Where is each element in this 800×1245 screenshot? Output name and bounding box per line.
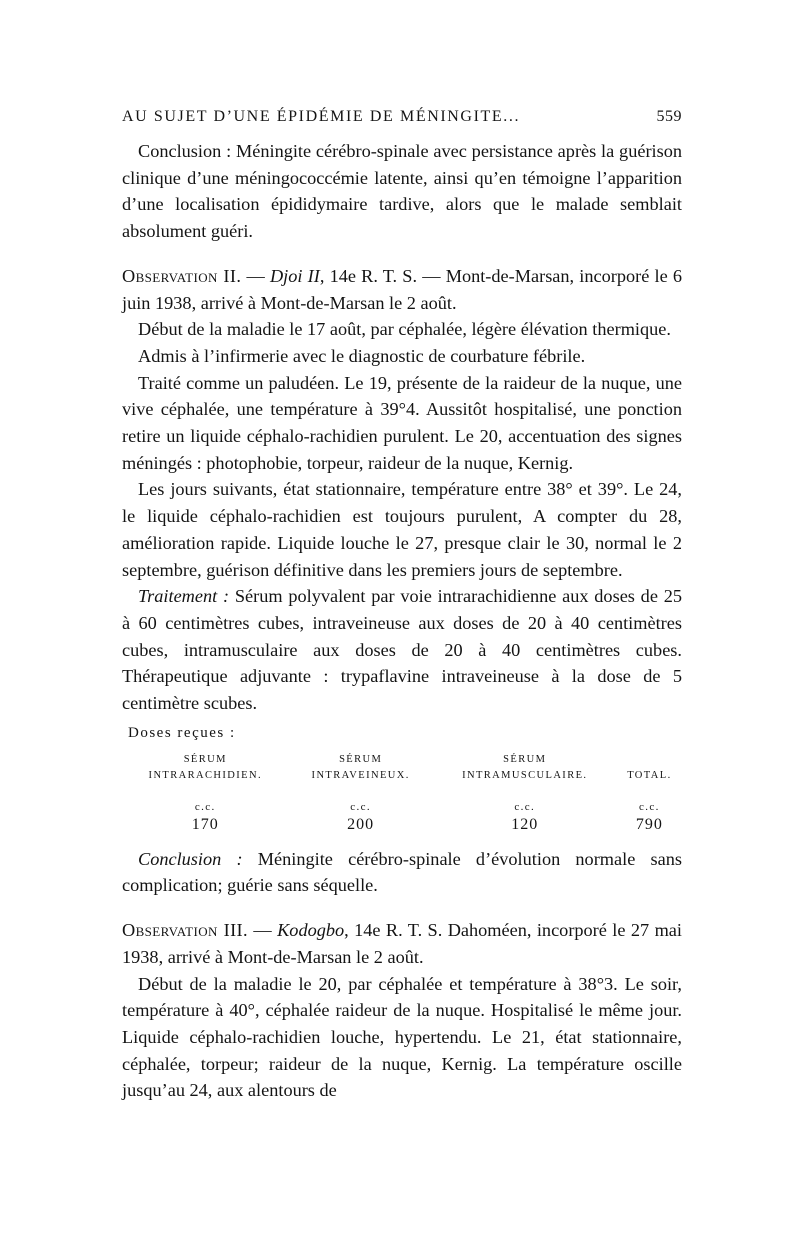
running-title: AU SUJET D’UNE ÉPIDÉMIE DE MÉNINGITE... xyxy=(122,108,521,125)
doses-title: Doses reçues : xyxy=(128,724,236,741)
running-header xyxy=(122,108,682,126)
treatment-text: Sérum polyvalent par voie intrarachidienne aux doses de 25 à 60 centimètres cubes, intraveineuse aux doses de 20 à 40 centimètres cubes, intramusculaire aux doses de 20 à 40 centimètres cubes. Thérapeutique adjuvante : trypaflavine intraveineuse à la dose de 5 centimètre scubes. xyxy=(122,586,682,714)
observation-2-paragraph: Début de la maladie le 17 août, par céphalée, légère élévation thermique. xyxy=(138,319,671,340)
doses-unit-cell: c.c. xyxy=(350,800,372,813)
doses-header-cell: SÉRUM INTRAVEINEUX. xyxy=(311,753,410,781)
observation-2-label: Observation II. xyxy=(122,265,242,286)
conclusion-label: Conclusion : xyxy=(138,141,232,161)
doses-header-cell: TOTAL. xyxy=(627,769,672,781)
observation-2-dash: — xyxy=(246,265,265,286)
doses-unit-cell: c.c. xyxy=(514,800,536,813)
doses-header-cell: SÉRUM INTRARACHIDIEN. xyxy=(148,753,262,781)
observation-3-patient: Kodogbo xyxy=(277,920,345,941)
observation-3-unit: , 14e R. T. S. xyxy=(344,920,443,941)
observation-2-paragraph: Les jours suivants, état stationnaire, température entre 38° et 39°. Le 24, le liquide céphalo-rachidien est toujours purulent, A compter du 28, amélioration rapide. Liquide louche le 27, presque clair le 30, normal le 2 septembre, guérison définitive dans les premiers jours de septembre. xyxy=(122,479,682,580)
observation-2-paragraph: Traité comme un paludéen. Le 19, présente de la raideur de la nuque, une vive céphalée, une température à 39°4. Aussitôt hospitalisé, une ponction retire un liquide céphalo-rachidien purulent. Le 20, accentuation des signes méningés : photophobie, torpeur, raideur de la nuque, Kernig. xyxy=(122,372,682,473)
doses-value-cell: 170 xyxy=(191,815,219,833)
book-page xyxy=(122,108,682,1104)
conclusion-text: Méningite cérébro-spinale d’évolution normale sans complication; guérie sans séquelle. xyxy=(122,848,682,896)
doses-header-cell: SÉRUM INTRAMUSCULAIRE. xyxy=(462,753,588,781)
doses-value-cell: 790 xyxy=(635,815,663,833)
observation-3-details: Dahoméen, incorporé le 27 mai 1938, arrivé à Mont-de-Marsan le 2 août. xyxy=(122,920,682,967)
doses-value-cell: 200 xyxy=(347,815,375,833)
conclusion-paragraph xyxy=(122,138,682,245)
observation-2-heading xyxy=(122,263,682,316)
doses-unit-cell: c.c. xyxy=(194,800,216,813)
observation-2-paragraph: Admis à l’infirmerie avec le diagnostic de courbature fébrile. xyxy=(138,345,586,366)
doses-value-cell: 120 xyxy=(511,815,539,833)
doses-unit-cell: c.c. xyxy=(638,800,660,813)
observation-2-conclusion xyxy=(122,846,682,899)
observation-2-details: — Mont-de-Marsan, incorporé le 6 juin 1938, arrivé à Mont-de-Marsan le 2 août. xyxy=(122,265,683,313)
treatment-paragraph xyxy=(122,583,682,717)
treatment-label: Traitement : xyxy=(138,586,230,607)
conclusion-label: Conclusion : xyxy=(138,848,243,869)
observation-3-label: Observation III. xyxy=(122,920,249,941)
observation-3-dash: — xyxy=(253,920,272,941)
doses-table xyxy=(122,752,682,836)
observation-2-unit: , 14e R. T. S. xyxy=(319,265,418,286)
observation-3-heading xyxy=(122,917,682,970)
observation-3-paragraph: Début de la maladie le 20, par céphalée et température à 38°3. Le soir, température à 40°, céphalée raideur de la nuque. Hospitalisé le même jour. Liquide céphalo-rachidien louche, hypertendu. Le 21, état stationnaire, céphalée, torpeur; raideur de la nuque, Kernig. La température oscille jusqu’au 24, aux alentours de xyxy=(122,973,682,1101)
conclusion-text: Méningite cérébro-spinale avec persistance après la guérison clinique d’une méningococcémie latente, ainsi qu’en témoigne l’apparition d’une localisation épididymaire tardive, alors que le malade semblait absolument guéri. xyxy=(122,141,683,242)
page-number: 559 xyxy=(656,108,682,125)
observation-2-patient: Djoi II xyxy=(269,265,320,286)
